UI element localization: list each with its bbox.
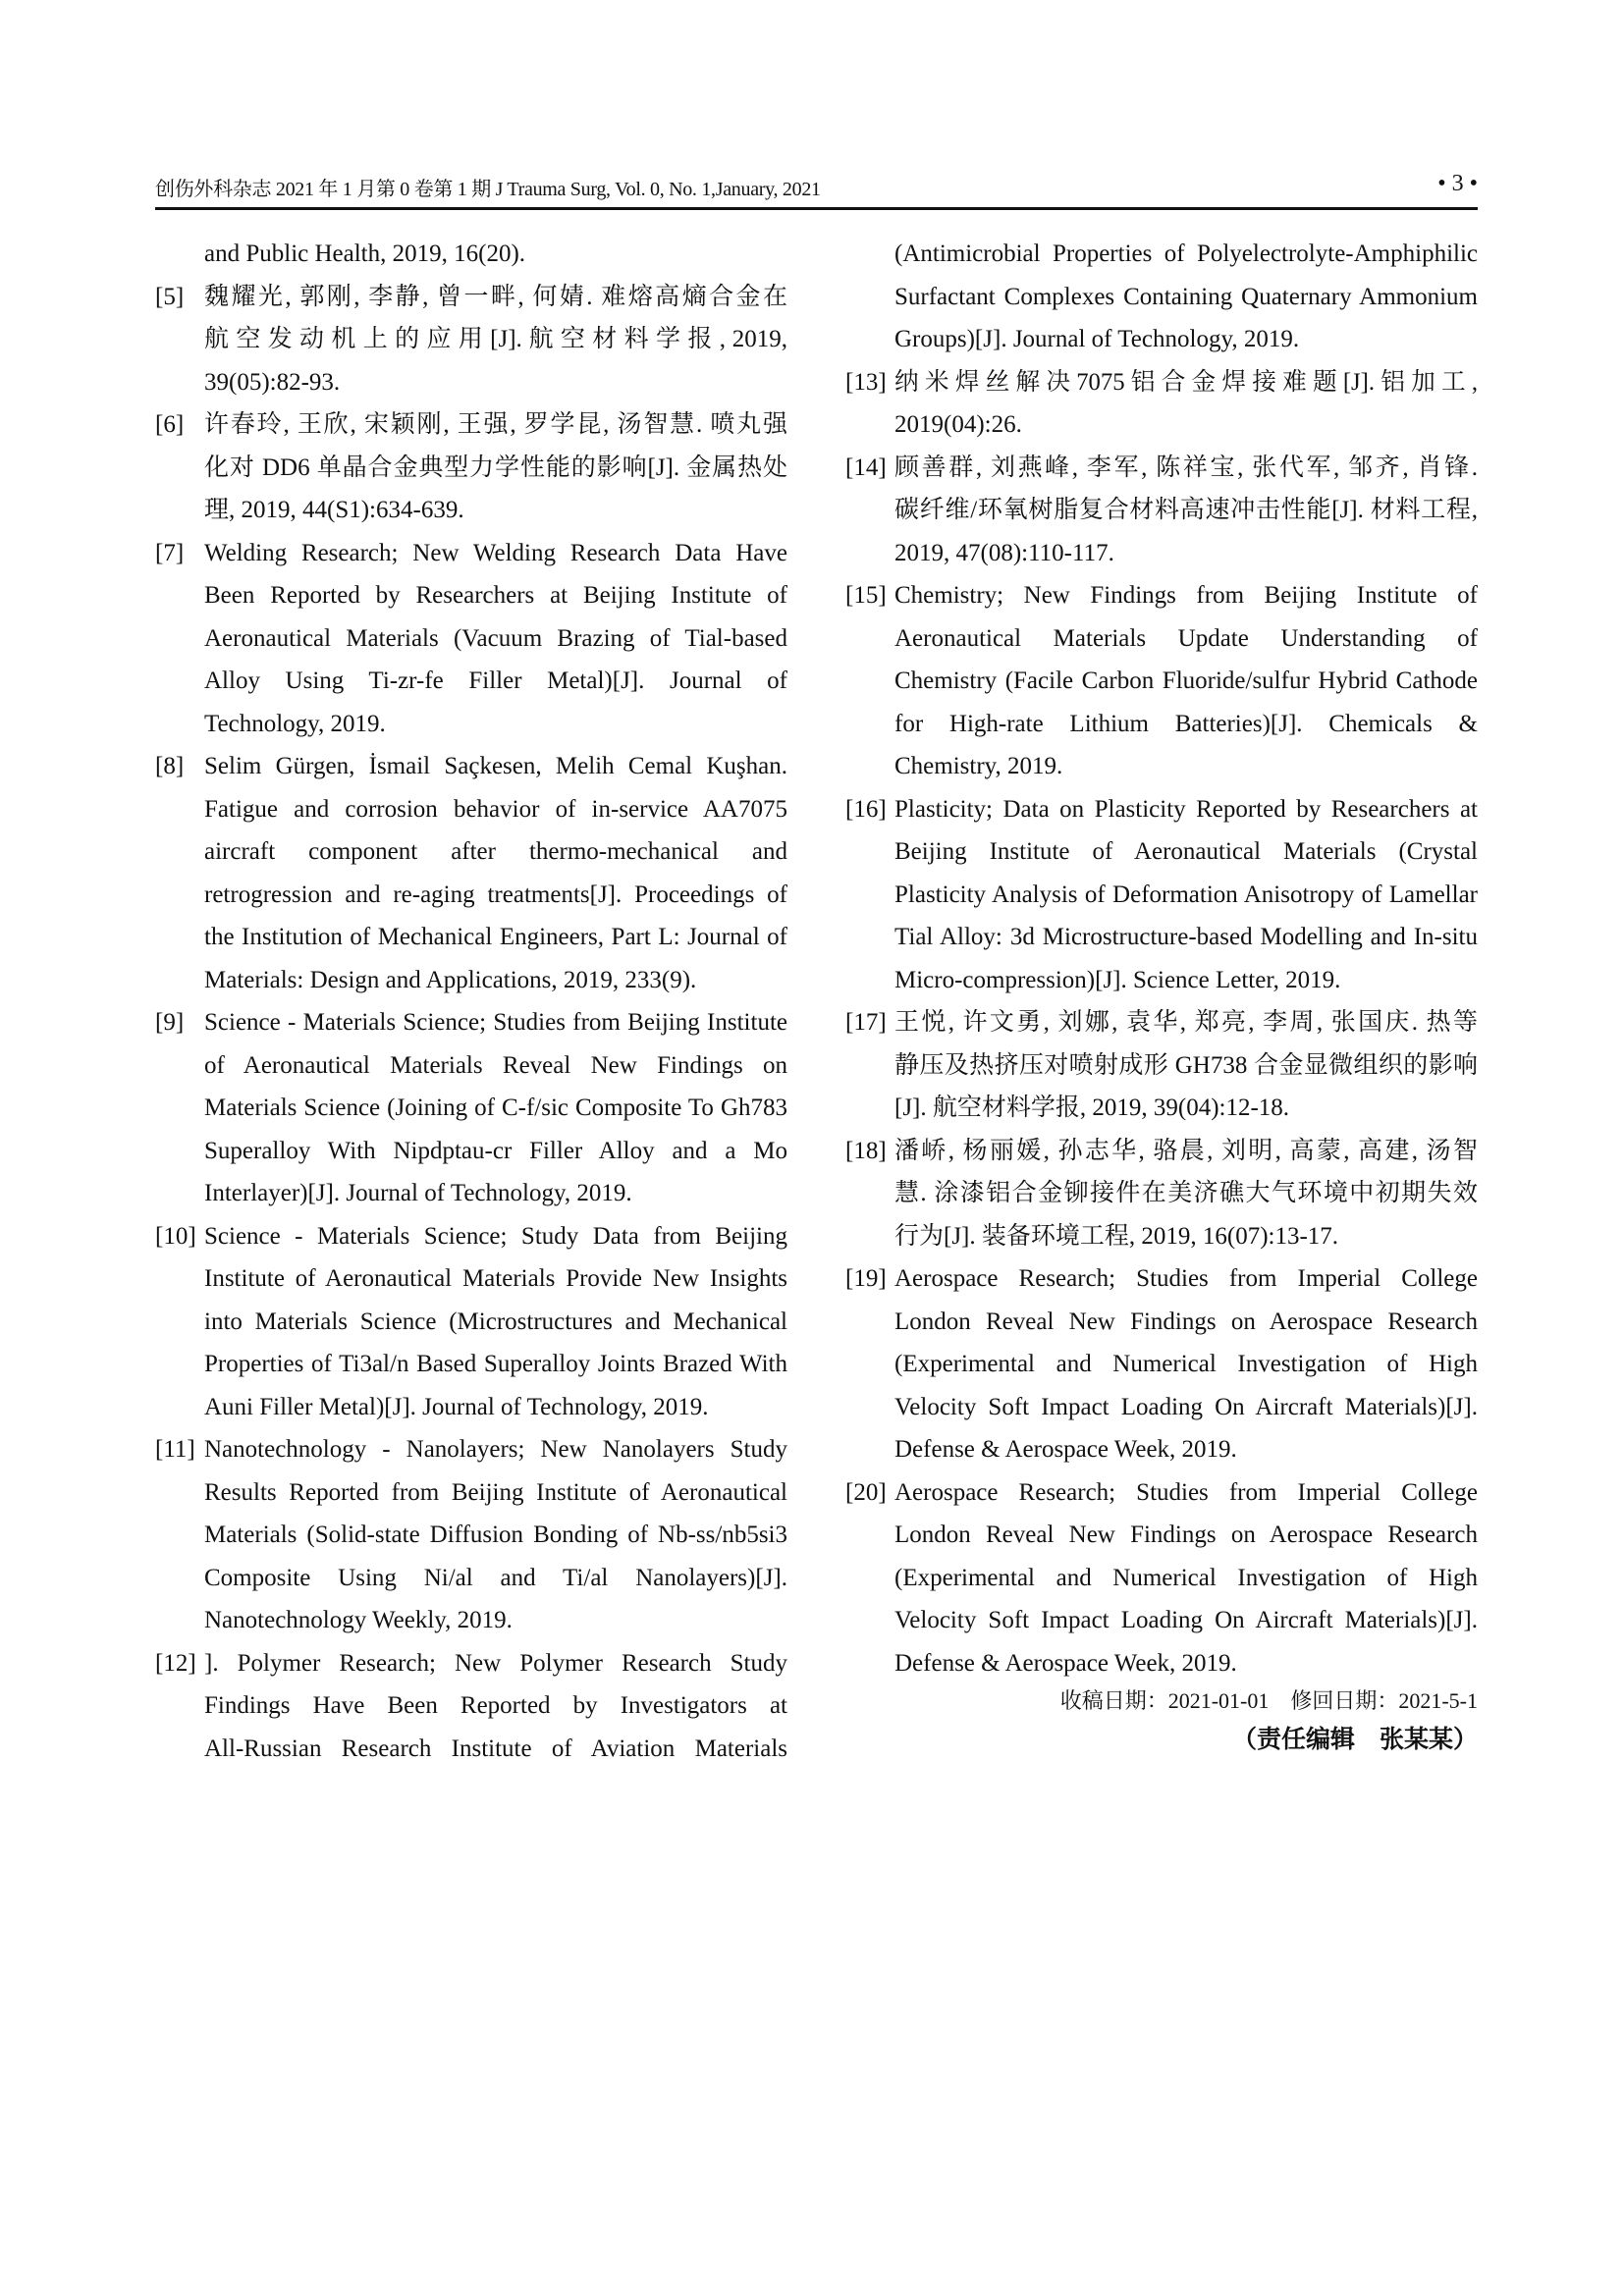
running-header: [155, 171, 1478, 202]
reference-line: [894, 660, 1478, 703]
reference-line: [894, 1386, 1478, 1429]
reference-entry: [845, 1257, 1481, 1471]
reference-entry: [155, 532, 790, 746]
reference-line: [204, 830, 787, 874]
reference-text: into Materials Science (Microstructures and Mechanical: [204, 1308, 787, 1335]
page-number: • 3 •: [1437, 171, 1478, 196]
reference-text: ]. Polymer Research; New Polymer Research Study: [204, 1649, 787, 1677]
reference-number: [15]: [845, 582, 887, 609]
reference-text: Defense & Aerospace Week, 2019.: [894, 1649, 1237, 1677]
reference-line: [204, 1130, 787, 1173]
reference-line: [894, 489, 1478, 532]
reference-number: [12]: [155, 1649, 196, 1677]
reference-text: Superalloy With Nipdptau-cr Filler Alloy and a Mo: [204, 1137, 787, 1164]
reference-line: [204, 1386, 787, 1429]
reference-text: London Reveal New Findings on Aerospace Research: [894, 1522, 1478, 1548]
reference-line: [204, 1301, 787, 1344]
header-rule: [155, 207, 1478, 210]
reference-text: 理, 2019, 44(S1):634-639.: [204, 497, 464, 523]
reference-text: All-Russian Research Institute of Aviation Materials: [204, 1735, 787, 1762]
reference-text: Welding Research; New Welding Research Data Have: [204, 539, 787, 566]
reference-entry: [155, 745, 790, 1001]
reference-text: Surfactant Complexes Containing Quaternary Ammonium: [894, 283, 1478, 310]
reference-entry: [845, 788, 1481, 1002]
reference-line: [894, 1215, 1478, 1258]
journal-citation: 创伤外科杂志 2021 年 1 月第 0 卷第 1 期 J Trauma Surg, Vol. 0, No. 1,January, 2021: [155, 179, 821, 200]
reference-line: [204, 1172, 787, 1215]
reference-line: [894, 703, 1478, 746]
reference-number: [20]: [845, 1478, 887, 1506]
reference-line: [204, 318, 787, 361]
reference-line: [204, 1001, 787, 1044]
reference-entry: [155, 403, 790, 532]
reference-text: Composite Using Ni/al and Ti/al Nanolayers)[J].: [204, 1564, 787, 1591]
reference-number: [16]: [845, 795, 887, 823]
reference-line: [894, 788, 1478, 831]
reference-number: [18]: [845, 1137, 887, 1164]
reference-entry: [845, 361, 1481, 447]
reference-text: [J]. 航空材料学报, 2019, 39(04):12-18.: [894, 1095, 1290, 1121]
reference-text: 39(05):82-93.: [204, 368, 341, 396]
reference-line: [204, 617, 787, 661]
reference-text: (Antimicrobial Properties of Polyelectrolyte-Amphiphilic: [894, 240, 1478, 267]
reference-number: [11]: [155, 1436, 195, 1463]
reference-text: for High-rate Lithium Batteries)[J]. Chemicals &: [894, 710, 1478, 737]
reference-line: [204, 1728, 787, 1771]
reference-text: Results Reported from Beijing Institute of Aeronautical: [204, 1478, 787, 1506]
reference-line: [894, 276, 1478, 319]
reference-text: 2019, 47(08):110-117.: [894, 539, 1114, 566]
reference-text: Auni Filler Metal)[J]. Journal of Technology, 2019.: [204, 1393, 709, 1420]
reference-text: Nanotechnology Weekly, 2019.: [204, 1607, 513, 1633]
reference-text: 潘峤, 杨丽媛, 孙志华, 骆晨, 刘明, 高蒙, 高建, 汤智: [894, 1137, 1478, 1164]
reference-text: Nanotechnology - Nanolayers; New Nanolayers Study: [204, 1436, 787, 1463]
references-left-column: [155, 233, 790, 1770]
reference-text: Velocity Soft Impact Loading On Aircraft Materials)[J].: [894, 1607, 1478, 1633]
reference-line: [894, 959, 1478, 1002]
reference-line: [894, 1001, 1478, 1044]
reference-line: [204, 276, 787, 319]
reference-entry: [155, 233, 790, 276]
reference-text: 碳纤维/环氧树脂复合材料高速冲击性能[J]. 材料工程,: [894, 497, 1478, 523]
reference-line: [204, 403, 787, 447]
reference-line: [204, 916, 787, 959]
reference-line: [894, 1642, 1478, 1685]
reference-line: [204, 1257, 787, 1301]
reference-text: Plasticity Analysis of Deformation Anisotropy of Lamellar: [894, 881, 1478, 908]
reference-line: [204, 489, 787, 532]
reference-text: Fatigue and corrosion behavior of in-service AA7075: [204, 795, 787, 823]
reference-line: [204, 1557, 787, 1600]
reference-entry: [155, 1215, 790, 1429]
reference-entry: [845, 1001, 1481, 1130]
reference-text: Aerospace Research; Studies from Imperial College: [894, 1265, 1478, 1292]
reference-text: 行为[J]. 装备环境工程, 2019, 16(07):13-17.: [894, 1222, 1339, 1250]
reference-line: [204, 233, 787, 276]
reference-line: [894, 1257, 1478, 1301]
reference-line: [894, 403, 1478, 447]
reference-number: [6]: [155, 411, 185, 438]
reference-text: the Institution of Mechanical Engineers, Part L: Journal of: [204, 924, 787, 950]
responsible-editor: （责任编辑 张某某）: [1231, 1725, 1478, 1753]
reference-text: 魏耀光, 郭刚, 李静, 曾一畔, 何婧. 难熔高熵合金在: [204, 283, 787, 310]
reference-line: [204, 1044, 787, 1088]
reference-line: [894, 916, 1478, 959]
reference-line: [204, 660, 787, 703]
reference-number: [17]: [845, 1009, 887, 1036]
reference-text: 静压及热挤压对喷射成形 GH738 合金显微组织的影响: [894, 1051, 1478, 1079]
reference-text: Aerospace Research; Studies from Imperial College: [894, 1478, 1478, 1506]
reference-line: [204, 1215, 787, 1258]
reference-line: [894, 318, 1478, 361]
reference-line: [894, 1557, 1478, 1600]
reference-text: Institute of Aeronautical Materials Provide New Insights: [204, 1265, 787, 1292]
reference-text: Aeronautical Materials (Vacuum Brazing of Tial-based: [204, 624, 787, 652]
reference-text: Chemistry (Facile Carbon Fluoride/sulfur Hybrid Cathode: [894, 667, 1478, 694]
reference-line: [894, 532, 1478, 575]
reference-entry: [155, 276, 790, 404]
reference-line: [894, 1343, 1478, 1386]
reference-line: [894, 1471, 1478, 1515]
reference-text: London Reveal New Findings on Aerospace Research: [894, 1308, 1478, 1335]
reference-line: [204, 1599, 787, 1642]
reference-number: [7]: [155, 539, 185, 566]
reference-line: [204, 1684, 787, 1728]
reference-text: Been Reported by Researchers at Beijing Institute of: [204, 582, 787, 609]
reference-text: retrogression and re-aging treatments[J]. Proceedings of: [204, 881, 787, 908]
reference-text: 王悦, 许文勇, 刘娜, 袁华, 郑亮, 李周, 张国庆. 热等: [894, 1009, 1478, 1036]
reference-entry: [845, 574, 1481, 788]
reference-line: [204, 1343, 787, 1386]
reference-line: [894, 1301, 1478, 1344]
reference-text: Chemistry, 2019.: [894, 753, 1063, 779]
reference-text: and Public Health, 2019, 16(20).: [204, 240, 526, 267]
reference-line: [894, 745, 1478, 788]
reference-number: [19]: [845, 1265, 887, 1292]
reference-line: [204, 361, 787, 404]
reference-text: Velocity Soft Impact Loading On Aircraft Materials)[J].: [894, 1393, 1478, 1420]
reference-line: [894, 447, 1478, 490]
reference-number: [13]: [845, 368, 887, 396]
reference-text: Materials Science (Joining of C-f/sic Composite To Gh783: [204, 1095, 787, 1121]
reference-text: 顾善群, 刘燕峰, 李军, 陈祥宝, 张代军, 邹齐, 肖锋.: [894, 454, 1478, 481]
reference-text: (Experimental and Numerical Investigation of High: [894, 1564, 1478, 1591]
reference-entry: [155, 1642, 790, 1771]
reference-entry: [155, 1428, 790, 1642]
reference-text: Science - Materials Science; Studies from Beijing Institute: [204, 1009, 787, 1036]
reference-line: [204, 1087, 787, 1130]
reference-line: [894, 1172, 1478, 1215]
reference-line: [894, 1087, 1478, 1130]
reference-number: [5]: [155, 283, 185, 310]
reference-text: of Aeronautical Materials Reveal New Findings on: [204, 1051, 787, 1079]
reference-text: Tial Alloy: 3d Microstructure-based Modelling and In-situ: [894, 924, 1478, 950]
reference-line: [204, 1471, 787, 1515]
reference-line: [204, 874, 787, 917]
reference-entry: [845, 1471, 1481, 1685]
received-revised-dates: 收稿日期：2021-01-01 修回日期：2021-5-1: [1059, 1688, 1478, 1713]
reference-line: [894, 1130, 1478, 1173]
reference-number: [9]: [155, 1009, 185, 1036]
reference-line: [894, 361, 1478, 404]
reference-text: Beijing Institute of Aeronautical Materials (Crystal: [894, 838, 1478, 865]
reference-text: Materials: Design and Applications, 2019, 233(9).: [204, 966, 697, 993]
reference-line: [894, 1428, 1478, 1471]
reference-text: 航 空 发 动 机 上 的 应 用 [J]. 航 空 材 料 学 报 , 2019,: [204, 326, 787, 352]
reference-line: [894, 1599, 1478, 1642]
reference-text: 纳 米 焊 丝 解 决 7075 铝 合 金 焊 接 难 题 [J]. 铝 加 工 ,: [894, 368, 1478, 396]
reference-number: [10]: [155, 1222, 196, 1250]
reference-text: Materials (Solid-state Diffusion Bonding of Nb-ss/nb5si3: [204, 1522, 787, 1548]
reference-text: 许春玲, 王欣, 宋颖刚, 王强, 罗学昆, 汤智慧. 喷丸强: [204, 411, 787, 438]
reference-text: Science - Materials Science; Study Data from Beijing: [204, 1222, 787, 1250]
reference-line: [204, 745, 787, 788]
reference-line: [204, 574, 787, 617]
reference-line: [204, 532, 787, 575]
reference-entry: [155, 1001, 790, 1215]
reference-text: 化对 DD6 单晶合金典型力学性能的影响[J]. 金属热处: [204, 454, 787, 481]
reference-line: [204, 447, 787, 490]
reference-text: Alloy Using Ti-zr-fe Filler Metal)[J]. Journal of: [204, 667, 787, 694]
reference-line: [204, 788, 787, 831]
reference-text: aircraft component after thermo-mechanical and: [204, 838, 787, 865]
reference-line: [894, 1514, 1478, 1557]
reference-number: [14]: [845, 454, 887, 481]
reference-entry: [845, 1130, 1481, 1258]
reference-text: Technology, 2019.: [204, 710, 386, 737]
reference-text: Aeronautical Materials Update Understanding of: [894, 624, 1478, 652]
reference-line: [204, 1514, 787, 1557]
reference-line: [894, 874, 1478, 917]
reference-entry: [845, 447, 1481, 575]
reference-text: Micro-compression)[J]. Science Letter, 2019.: [894, 966, 1341, 993]
reference-entry: [845, 233, 1481, 361]
reference-line: [204, 703, 787, 746]
reference-line: [204, 1642, 787, 1685]
reference-text: Interlayer)[J]. Journal of Technology, 2019.: [204, 1180, 632, 1206]
reference-line: [894, 830, 1478, 874]
reference-text: Groups)[J]. Journal of Technology, 2019.: [894, 326, 1300, 352]
reference-text: 2019(04):26.: [894, 411, 1022, 438]
reference-text: 慧. 涂漆铝合金铆接件在美济礁大气环境中初期失效: [894, 1180, 1478, 1206]
reference-line: [894, 617, 1478, 661]
reference-text: Chemistry; New Findings from Beijing Institute of: [894, 582, 1478, 609]
reference-number: [8]: [155, 753, 185, 779]
reference-text: (Experimental and Numerical Investigation of High: [894, 1351, 1478, 1377]
reference-text: Properties of Ti3al/n Based Superalloy Joints Brazed With: [204, 1351, 787, 1377]
reference-text: Defense & Aerospace Week, 2019.: [894, 1436, 1237, 1463]
references-right-column: [845, 233, 1481, 1684]
reference-line: [204, 959, 787, 1002]
reference-text: Findings Have Been Reported by Investigators at: [204, 1692, 787, 1719]
reference-line: [204, 1428, 787, 1471]
reference-line: [894, 1044, 1478, 1088]
reference-line: [894, 574, 1478, 617]
reference-text: Selim Gürgen, İsmail Saçkesen, Melih Cemal Kuşhan.: [204, 753, 787, 779]
reference-text: Plasticity; Data on Plasticity Reported by Researchers at: [894, 795, 1478, 823]
reference-line: [894, 233, 1478, 276]
